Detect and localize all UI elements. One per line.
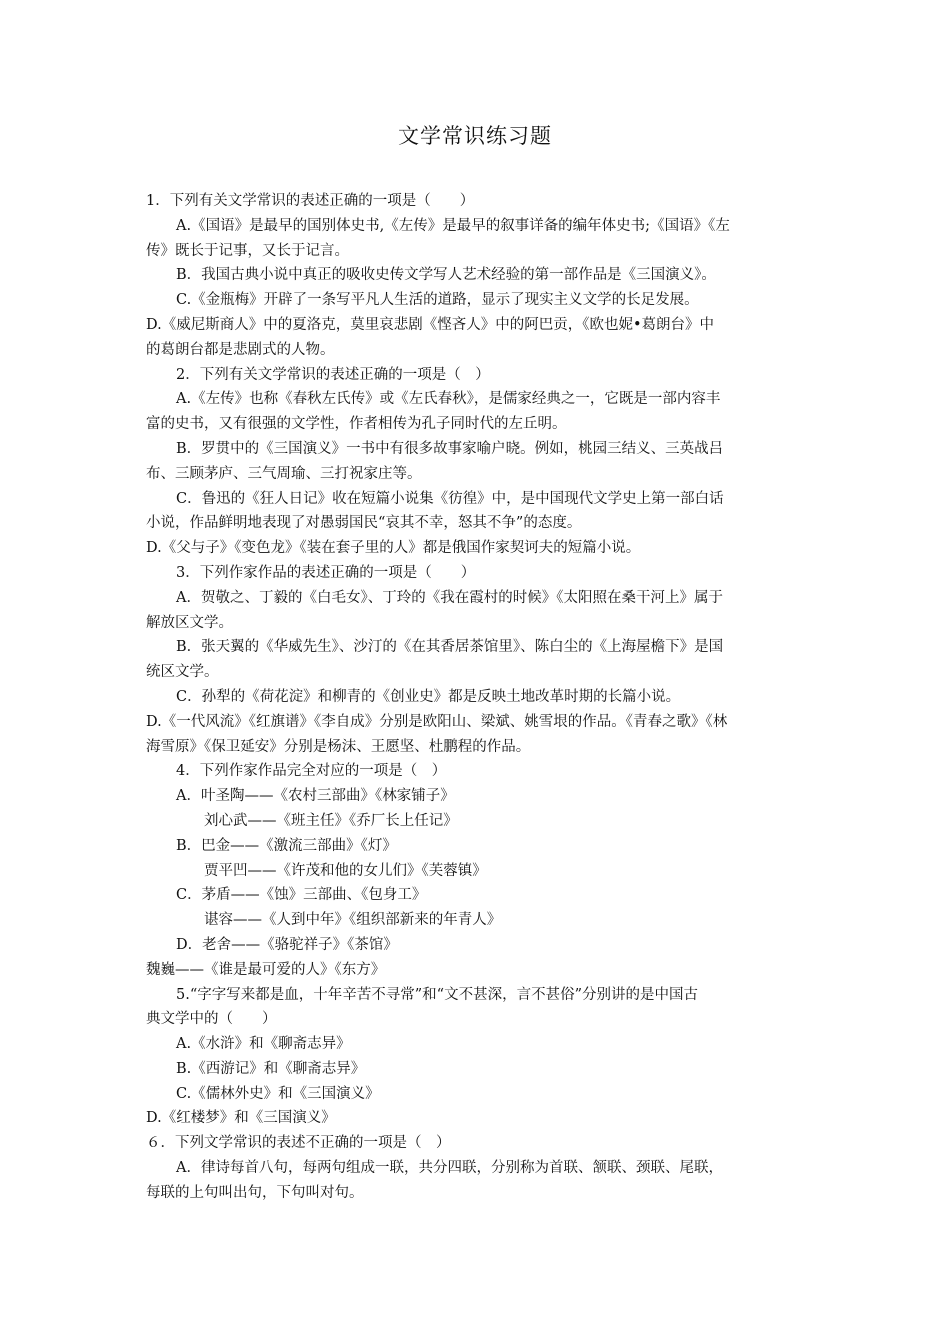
text-line: 5.“字字写来都是血，十年辛苦不寻常”和“文不甚深，言不甚俗”分别讲的是中国古 bbox=[176, 986, 698, 1003]
text-line: 魏巍——《谁是最可爱的人》《东方》 bbox=[146, 961, 386, 978]
text-line: 海雪原》《保卫延安》分别是杨沫、王愿坚、杜鹏程的作品。 bbox=[146, 738, 531, 755]
text-line: D．老舍——《骆驼祥子》《茶馆》 bbox=[176, 936, 398, 953]
text-line: C.《金瓶梅》开辟了一条写平凡人生活的道路，显示了现实主义文学的长足发展。 bbox=[176, 292, 699, 309]
text-line: D.《父与子》《变色龙》《装在套子里的人》都是俄国作家契诃夫的短篇小说。 bbox=[146, 540, 641, 557]
text-line: C．茅盾——《蚀》三部曲、《包身工》 bbox=[176, 887, 427, 904]
text-line: C．鲁迅的《狂人日记》收在短篇小说集《彷徨》中，是中国现代文学史上第一部白话 bbox=[176, 490, 724, 507]
text-line: A．贺敬之、丁毅的《白毛女》、丁玲的《我在霞村的时候》《太阳照在桑干河上》属于 bbox=[176, 589, 723, 606]
text-line: 传》既长于记事，又长于记言。 bbox=[146, 242, 349, 259]
text-line: 1．下列有关文学常识的表述正确的一项是（ ） bbox=[146, 193, 475, 209]
text-line: D.《威尼斯商人》中的夏洛克，莫里哀悲剧《悭吝人》中的阿巴贡，《欧也妮•葛朗台》中 bbox=[146, 316, 715, 333]
text-line: A.《国语》是最早的国别体史书,《左传》是最早的叙事详备的编年体史书;《国语》《左 bbox=[176, 217, 730, 234]
text-line: 谌容——《人到中年》《组织部新来的年青人》 bbox=[204, 912, 502, 929]
text-line: 典文学中的（ ） bbox=[146, 1011, 277, 1028]
text-line: 4．下列作家作品完全对应的一项是（ ） bbox=[176, 763, 447, 780]
text-line: B.《西游记》和《聊斋志异》 bbox=[176, 1060, 366, 1077]
text-line: 3．下列作家作品的表述正确的一项是（ ） bbox=[176, 564, 476, 581]
text-line: 布、三顾茅庐、三气周瑜、三打祝家庄等。 bbox=[146, 465, 422, 482]
text-line: C．孙犁的《荷花淀》和柳青的《创业史》都是反映土地改革时期的长篇小说。 bbox=[176, 688, 681, 705]
text-line: C.《儒林外史》和《三国演义》 bbox=[176, 1085, 380, 1102]
document-body bbox=[146, 189, 806, 1206]
text-line: 富的史书，又有很强的文学性，作者相传为孔子同时代的左丘明。 bbox=[146, 416, 567, 433]
text-line: 刘心武——《班主任》《乔厂长上任记》 bbox=[204, 812, 458, 829]
text-line: B．我国古典小说中真正的吸收史传文学写人艺术经验的第一部作品是《三国演义》。 bbox=[176, 267, 716, 284]
text-line: ６．下列文学常识的表述不正确的一项是（ ） bbox=[146, 1135, 451, 1152]
text-line: A.《水浒》和《聊斋志异》 bbox=[176, 1036, 351, 1053]
text-line: A．律诗每首八句，每两句组成一联，共分四联，分别称为首联、颔联、颈联、尾联， bbox=[176, 1160, 723, 1177]
text-line: 小说，作品鲜明地表现了对愚弱国民“哀其不幸，怒其不争”的态度。 bbox=[146, 515, 582, 532]
text-line: 解放区文学。 bbox=[146, 614, 233, 631]
text-line: 的葛朗台都是悲剧式的人物。 bbox=[146, 341, 335, 358]
text-line: 贾平凹——《许茂和他的女儿们》《芙蓉镇》 bbox=[204, 862, 487, 879]
text-line: A．叶圣陶——《农村三部曲》《林家铺子》 bbox=[176, 788, 455, 805]
text-line: D.《红楼梦》和《三国演义》 bbox=[146, 1110, 336, 1127]
page-title: 文学常识练习题 bbox=[398, 124, 552, 148]
text-line: B．张天翼的《华威先生》、沙汀的《在其香居茶馆里》、陈白尘的《上海屋檐下》是国 bbox=[176, 639, 724, 656]
text-line: 统区文学。 bbox=[146, 664, 219, 681]
text-line: 2．下列有关文学常识的表述正确的一项是（ ） bbox=[176, 366, 490, 383]
text-line: 每联的上句叫出句，下句叫对句。 bbox=[146, 1184, 364, 1201]
text-line: B．巴金——《激流三部曲》《灯》 bbox=[176, 837, 397, 854]
text-line: B．罗贯中的《三国演义》一书中有很多故事家喻户晓。例如，桃园三结义、三英战吕 bbox=[176, 440, 724, 457]
text-line: D.《一代风流》《红旗谱》《李自成》分别是欧阳山、梁斌、姚雪垠的作品。《青春之歌》《林 bbox=[146, 713, 728, 730]
text-line: A.《左传》也称《春秋左氏传》或《左氏春秋》，是儒家经典之一，它既是一部内容丰 bbox=[176, 391, 721, 408]
